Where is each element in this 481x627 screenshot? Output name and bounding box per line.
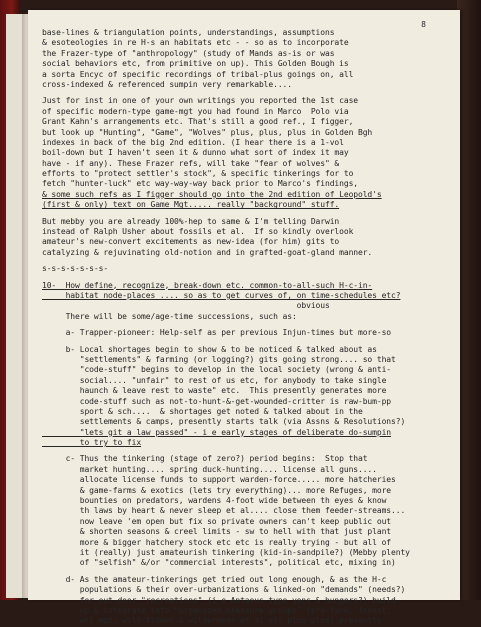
text-line: populations & their over-urbanizations & linked-on "demands" (needs?) [42, 585, 406, 595]
text-line: obvious [42, 301, 330, 311]
text-line: th laws by heart & never sleep et al.... close them feeder-streams... [42, 506, 406, 516]
page-text [42, 28, 442, 627]
text-line: & game-farms & exotics (lets try everything)... more Refuges, more [42, 485, 392, 495]
text-line: "code-stuff" begins to develop in the local society (wrong & anti- [42, 365, 392, 375]
text-line: social behaviors etc, from primitive on up). This Golden Bough is [42, 59, 349, 69]
text-line: allocate license funds to support warden-force..... more hatcheries [42, 475, 396, 485]
text-line: & shorten seasons & creel limits - sw to hell with that just plant [42, 527, 392, 537]
text-line: indexes in back of the big 2nd edition. (I hear there is a 1-vol [42, 137, 344, 147]
text-line: There will be some/age-time successions, such as: [42, 311, 297, 321]
text-line: w/l mgt, wild-flower & wilderness et al etc plus-plus) presently [42, 616, 382, 626]
text-line: code-stuff such as not-to-hunt-&-get-wounded-critter is raw-bum-pp [42, 396, 392, 406]
text-line: d- As the amateur-tinkerings get tried out long enough, & as the H-c [42, 574, 387, 584]
text-line: efforts to "protect settler's stock", & specific tinkerings for to [42, 169, 354, 179]
text-line: amateur's new-convert excitements as new-idea (for him) gits to [42, 237, 340, 247]
text-line: b- Local shortages begin to show & to be noticed & talked about as [42, 344, 377, 354]
text-line: to try to fix [42, 438, 142, 448]
text-line: bounties on predators, wardens 4-foot wide between th eyes & know [42, 496, 387, 506]
text-line: settlements & camps, presently starts talk (via Assns & Resolutions?) [42, 417, 406, 427]
text-line: boil-down but I haven't seen it & dunno what sort of index it may [42, 148, 349, 158]
text-line: (first & only) text on Game Mgt..... really "background" stuff. [42, 200, 340, 210]
text-line: But mebby you are already 100%-hep to same & I'm telling Darwin [42, 216, 340, 226]
text-line: now leave 'em open but fix so private owners can't keep public out [42, 516, 392, 526]
typewritten-page [28, 10, 460, 626]
text-line: s-s-s-s-s-s-s- [42, 264, 109, 274]
page-number: 8 [421, 20, 426, 29]
text-line: Grant Kahn's arrangements etc. That's still a good ref., I figger, [42, 117, 354, 127]
text-line: Just for inst in one of your own writings you reported the 1st case [42, 96, 358, 106]
text-line: catalyzing & rejuvinating old-notion and in grafted-goat-gland manner. [42, 247, 373, 257]
text-line: & some such refs as I figger should go into the 2nd edition of Leopold's [42, 189, 382, 199]
text-line: sport & sch.... & shortages get noted & talked about in the [42, 406, 363, 416]
text-line: the Frazer-type of "anthropology" (study of Mands as-is or was [42, 48, 335, 58]
text-line: of specific modern-type game-mgt you had found in Marco Polo via [42, 106, 349, 116]
text-line: "settlements" & farming (or logging?) gits going strong.... so that [42, 354, 396, 364]
text-line: more & bigger hatchery stock etc etc is really trying - but all of [42, 537, 392, 547]
text-line: c- Thus the tinkering (stage of zero?) period begins: Stop that [42, 454, 368, 464]
text-line: market hunting.... spring duck-hunting.... license all guns.... [42, 464, 377, 474]
text-line: fetch "hunter-luck" etc way-way-way back prior to Marco's findings, [42, 179, 358, 189]
text-line: & esoteologies in re H-s an habitats etc - - so as to incorporate [42, 38, 349, 48]
text-line: 10- How define, recognize, break-down etc. common-to-all-such H-c-in- [42, 280, 373, 290]
text-line: cross-indexed & referenced sumpin very remarkable.... [42, 79, 292, 89]
text-line: base-lines & triangulation points, understandings, assumptions [42, 28, 335, 37]
text-line: social.... "unfair" to rest of us etc, for anybody to take single [42, 375, 387, 385]
text-line: of "selfish" &/or "commercial interests", political etc, mixing in) [42, 558, 396, 568]
text-line: but look up "Hunting", "Game", "Wolves" plus, plus, plus in Golden Bgh [42, 127, 373, 137]
text-line: it (really) just amateurish tinkering (kid-in-sandpile?) (Mebby plenty [42, 547, 410, 557]
text-line: up & integrate into "organized pressure groups" (pro-farm, forest, [42, 605, 392, 615]
text-line: a sorta Encyc of specific recordings of tribal-plus goings on, all [42, 69, 354, 79]
background-right-edge [457, 0, 481, 600]
text-line: a- Trapper-pioneer: Help-self as per previous Injun-times but more-so [42, 328, 392, 338]
text-line: have - if any). These Frazer refs, will take "fear of wolves" & [42, 158, 340, 168]
text-line: for out-door "recreations" (i e Antaeus-type yens & hungers?) build [42, 595, 396, 605]
text-line: habitat node-places .... so as to get curves of, on time-schedules etc? [42, 290, 401, 300]
text-line: instead of Ralph Usher about fossils et al. If so kindly overlook [42, 227, 354, 237]
text-line: haunch & leave rest to waste" etc. This presently generates more [42, 386, 387, 396]
text-line: "lets git a law passed" - i e early stages of deliberate do-sumpin [42, 427, 392, 437]
